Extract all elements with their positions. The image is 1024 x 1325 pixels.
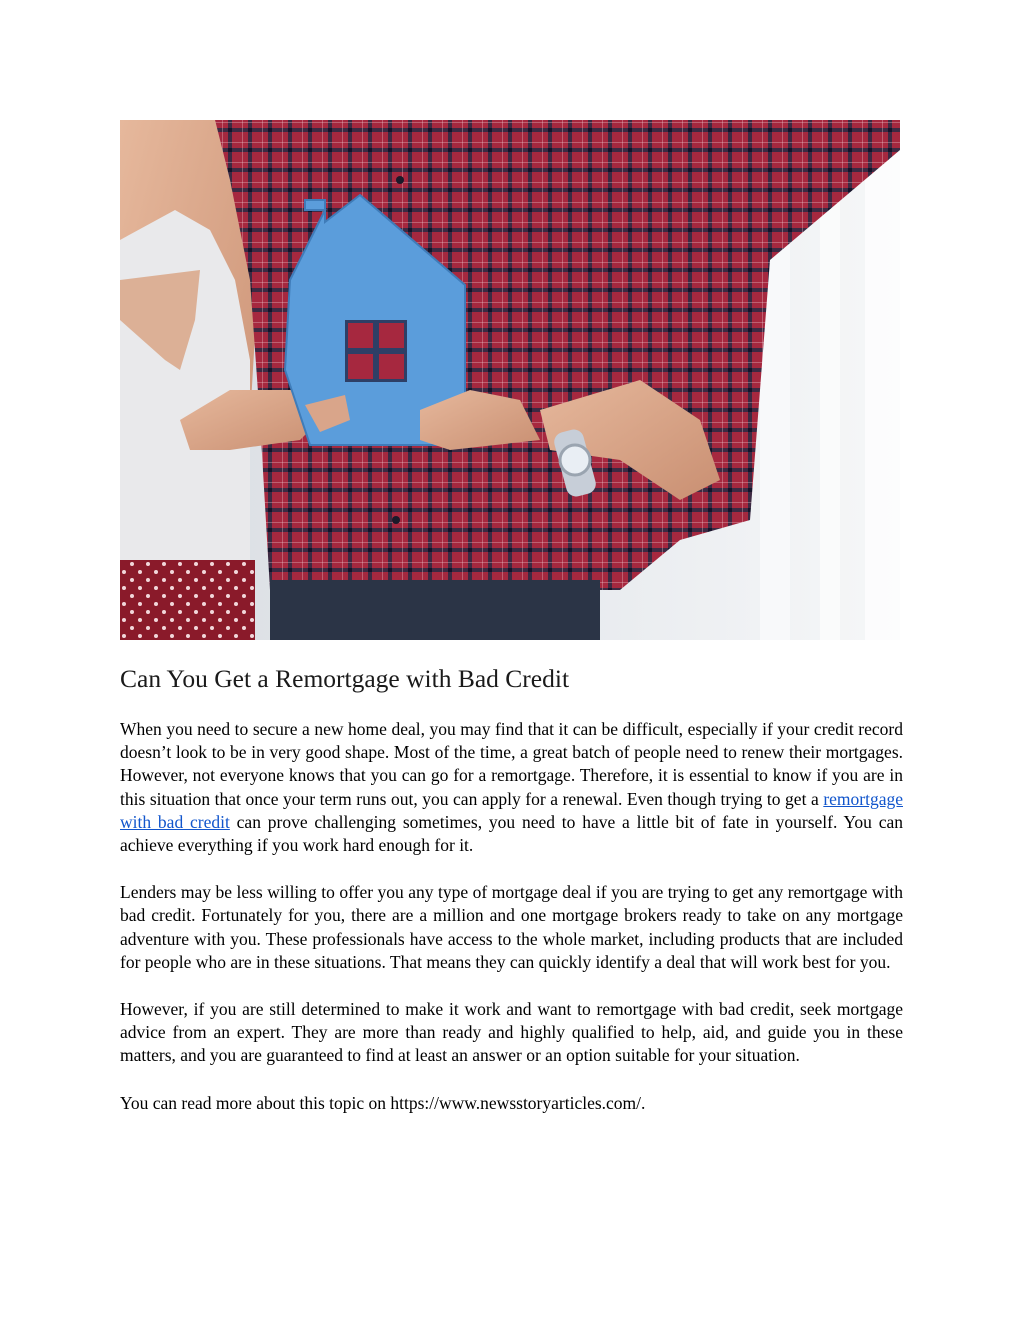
paragraph-1-text-start: When you need to secure a new home deal, you may find that it can be difficult, especially if your credit record doesn’t look to be in very good shape. Most of the time, a great batch of people need to renew their mortgages. However, not everyone knows that you can go for a remortgage. Therefore, it is essential to know if you are in this situation that once your term runs out, you can apply for a renewal. Even though trying to get a — [120, 719, 903, 809]
article-body — [120, 718, 903, 1139]
paragraph-1 — [120, 718, 903, 857]
paragraph-4: You can read more about this topic on https://www.newsstoryarticles.com/. — [120, 1092, 646, 1113]
article-title: Can You Get a Remortgage with Bad Credit — [120, 664, 570, 693]
paragraph-1-text-end: can prove challenging sometimes, you need to have a little bit of fate in yourself. You can achieve everything if you work hard enough for it. — [120, 811, 904, 856]
hero-photo — [120, 120, 900, 640]
paragraph-2: Lenders may be less willing to offer you any type of mortgage deal if you are trying to get any remortgage with bad credit. Fortunately for you, there are a million and one mortgage brokers ready to take on any mortgage adventure with you. These professionals have access to the whole market, including products that are included for people who are in these situations. That means they can quickly identify a deal that will work best for you. — [120, 882, 903, 972]
remortgage-bad-credit-link[interactable]: remortgage with bad credit — [120, 788, 903, 832]
paragraph-3: However, if you are still determined to make it work and want to remortgage with bad credit, seek mortgage advice from an expert. They are more than ready and highly qualified to help, aid, and guide you in these matters, and you are guaranteed to find at least an answer or an option suitable for your situation. — [120, 999, 903, 1066]
